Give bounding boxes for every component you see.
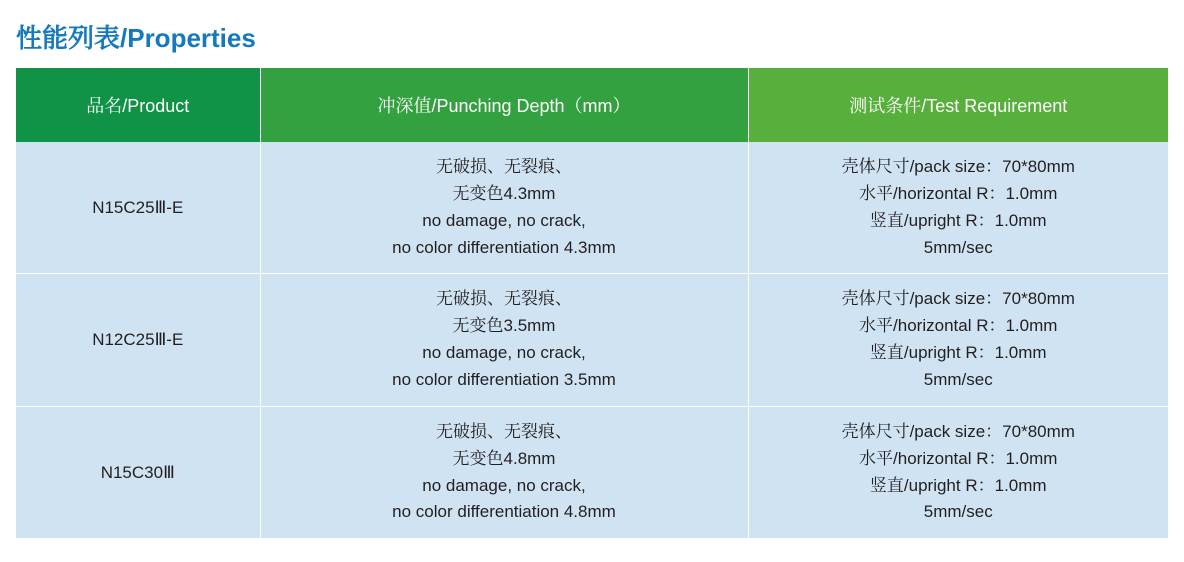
table-row (16, 142, 1168, 274)
column-header-test-requirement: 测试条件/Test Requirement (748, 68, 1168, 142)
depth-line: 无变色3.5mm (452, 316, 556, 336)
table-row (16, 274, 1168, 406)
depth-line: 无破损、无裂痕、 (436, 421, 572, 441)
requirement-line: 水平/horizontal R：1.0mm (859, 316, 1058, 336)
cell-test-requirement (748, 142, 1168, 274)
table-row (16, 406, 1168, 538)
cell-test-requirement (748, 274, 1168, 406)
requirement-line: 壳体尺寸/pack size：70*80mm (841, 289, 1075, 309)
cell-product: N12C25Ⅲ-E (16, 274, 260, 406)
column-header-punching-depth: 冲深值/Punching Depth（mm） (260, 68, 748, 142)
table-body (16, 142, 1168, 538)
requirement-line: 水平/horizontal R：1.0mm (859, 183, 1058, 203)
column-header-product: 品名/Product (16, 68, 260, 142)
requirement-line: 5mm/sec (923, 237, 993, 257)
depth-line: no color differentiation 3.5mm (392, 370, 616, 390)
depth-line: no damage, no crack, (422, 343, 586, 363)
requirement-line: 竖直/upright R：1.0mm (869, 475, 1047, 495)
depth-line: 无变色4.8mm (452, 448, 556, 468)
requirement-line: 竖直/upright R：1.0mm (869, 343, 1047, 363)
cell-product: N15C30Ⅲ (16, 406, 260, 538)
depth-line: no damage, no crack, (422, 475, 586, 495)
depth-line: 无破损、无裂痕、 (436, 289, 572, 309)
depth-line: no color differentiation 4.3mm (392, 237, 616, 257)
table-header-row (16, 68, 1168, 142)
depth-line: no damage, no crack, (422, 210, 586, 230)
requirement-line: 水平/horizontal R：1.0mm (859, 448, 1058, 468)
requirement-line: 壳体尺寸/pack size：70*80mm (841, 157, 1075, 176)
requirement-line: 5mm/sec (923, 370, 993, 390)
table-header (16, 68, 1168, 142)
properties-table (16, 68, 1168, 538)
requirement-line: 壳体尺寸/pack size：70*80mm (841, 421, 1075, 441)
cell-punching-depth (260, 406, 748, 538)
page-title: 性能列表/Properties (16, 23, 256, 53)
requirement-line: 5mm/sec (923, 502, 993, 522)
cell-punching-depth (260, 274, 748, 406)
cell-punching-depth (260, 142, 748, 274)
depth-line: no color differentiation 4.8mm (392, 502, 616, 522)
properties-table-container (16, 68, 1168, 538)
cell-test-requirement (748, 406, 1168, 538)
requirement-line: 竖直/upright R：1.0mm (869, 210, 1047, 230)
cell-product: N15C25Ⅲ-E (16, 142, 260, 274)
depth-line: 无破损、无裂痕、 (436, 157, 572, 176)
depth-line: 无变色4.3mm (452, 183, 556, 203)
